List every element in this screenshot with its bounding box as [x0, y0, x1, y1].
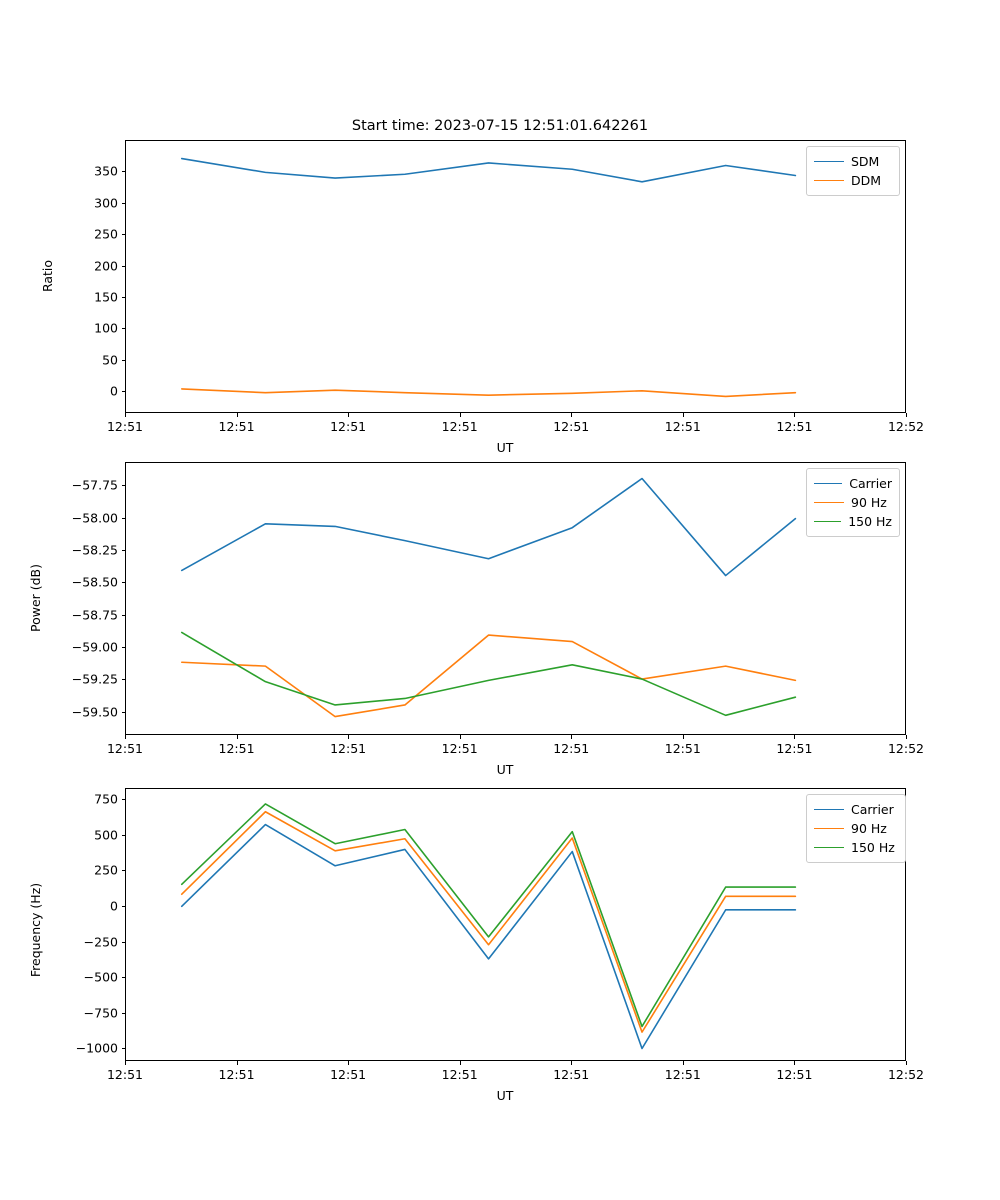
plot-area-power [126, 463, 907, 736]
x-tick-label: 12:51 [330, 741, 367, 756]
legend-power [806, 468, 900, 537]
y-tick-mark [122, 835, 126, 836]
x-tick-label: 12:51 [664, 419, 701, 434]
series-line [182, 159, 796, 182]
legend-swatch [814, 502, 844, 503]
y-tick-label: −750 [83, 1005, 118, 1021]
legend-label: Carrier [849, 476, 892, 491]
x-tick-label: 12:51 [218, 419, 255, 434]
y-tick-label: 150 [94, 289, 118, 305]
legend-label: 90 Hz [851, 495, 887, 510]
x-tick-mark [683, 1061, 684, 1065]
x-tick-mark [125, 1061, 126, 1065]
y-tick-label: −59.00 [71, 639, 118, 655]
y-tick-mark [122, 712, 126, 713]
y-tick-label: −58.50 [71, 574, 118, 590]
legend-swatch [814, 809, 844, 810]
y-tick-mark [122, 391, 126, 392]
y-tick-label: 350 [94, 163, 118, 179]
x-tick-label: 12:51 [553, 741, 590, 756]
y-tick-label: 250 [94, 226, 118, 242]
y-tick-label: −59.25 [71, 671, 118, 687]
x-tick-label: 12:51 [776, 741, 813, 756]
x-tick-label: 12:51 [330, 419, 367, 434]
x-tick-mark [683, 413, 684, 417]
legend-label: 150 Hz [848, 514, 892, 529]
plot-area-frequency [126, 789, 907, 1062]
y-tick-label: −58.00 [71, 510, 118, 526]
y-tick-mark [122, 203, 126, 204]
y-tick-mark [122, 799, 126, 800]
y-tick-mark [122, 615, 126, 616]
y-tick-mark [122, 550, 126, 551]
y-tick-mark [122, 1048, 126, 1049]
x-tick-label: 12:51 [553, 1067, 590, 1082]
x-tick-label: 12:51 [776, 419, 813, 434]
y-tick-mark [122, 485, 126, 486]
x-tick-mark [794, 413, 795, 417]
y-tick-label: −58.25 [71, 542, 118, 558]
y-tick-label: 0 [110, 898, 118, 914]
y-tick-label: 250 [94, 862, 118, 878]
x-tick-mark [571, 735, 572, 739]
legend-item [814, 512, 892, 531]
x-tick-label: 12:52 [887, 419, 925, 434]
x-tick-mark [348, 413, 349, 417]
x-tick-label: 12:51 [441, 741, 478, 756]
legend-item [814, 152, 892, 171]
x-tick-mark [794, 735, 795, 739]
y-axis-label-power: Power (dB) [28, 563, 43, 633]
y-tick-label: −58.75 [71, 607, 118, 623]
legend-swatch [814, 161, 844, 162]
x-tick-mark [125, 413, 126, 417]
x-tick-mark [906, 1061, 907, 1065]
legend-swatch [814, 483, 842, 484]
x-tick-mark [460, 735, 461, 739]
y-axis-label-ratio: Ratio [40, 259, 55, 293]
y-tick-label: 500 [94, 827, 118, 843]
x-tick-label: 12:51 [664, 1067, 701, 1082]
x-tick-label: 12:51 [441, 1067, 478, 1082]
y-tick-label: 100 [94, 320, 118, 336]
axes-power [125, 462, 906, 735]
x-tick-label: 12:51 [218, 741, 255, 756]
y-tick-mark [122, 266, 126, 267]
y-tick-label: 50 [102, 352, 118, 368]
y-tick-label: 0 [110, 383, 118, 399]
panel-ratio [0, 0, 1000, 455]
y-tick-label: −57.75 [71, 477, 118, 493]
axes-ratio [125, 140, 906, 413]
legend-item [814, 838, 898, 857]
y-tick-label: −500 [83, 969, 118, 985]
x-tick-label: 12:51 [106, 1067, 144, 1082]
panel-power [0, 440, 1000, 780]
legend-item [814, 800, 898, 819]
x-tick-label: 12:51 [330, 1067, 367, 1082]
y-tick-label: 200 [94, 258, 118, 274]
series-line [182, 635, 796, 717]
x-tick-label: 12:51 [776, 1067, 813, 1082]
x-tick-mark [906, 413, 907, 417]
x-tick-label: 12:52 [887, 1067, 925, 1082]
y-tick-label: −250 [83, 934, 118, 950]
x-tick-mark [125, 735, 126, 739]
axes-frequency [125, 788, 906, 1061]
y-tick-label: −59.50 [71, 704, 118, 720]
x-tick-mark [237, 1061, 238, 1065]
y-tick-mark [122, 870, 126, 871]
y-tick-mark [122, 942, 126, 943]
y-tick-mark [122, 518, 126, 519]
series-line [182, 389, 796, 397]
legend-ratio [806, 146, 900, 196]
x-tick-mark [571, 413, 572, 417]
y-tick-mark [122, 1013, 126, 1014]
y-axis-label-frequency: Frequency (Hz) [28, 882, 43, 978]
legend-item [814, 493, 892, 512]
legend-swatch [814, 521, 841, 522]
x-tick-mark [460, 1061, 461, 1065]
legend-item [814, 474, 892, 493]
x-tick-label: 12:51 [218, 1067, 255, 1082]
y-tick-mark [122, 234, 126, 235]
plot-area-ratio [126, 141, 907, 414]
legend-item [814, 171, 892, 190]
x-axis-label-ratio: UT [496, 440, 514, 455]
legend-swatch [814, 180, 844, 181]
x-tick-mark [348, 1061, 349, 1065]
y-tick-mark [122, 977, 126, 978]
x-tick-label: 12:52 [887, 741, 925, 756]
x-axis-label-frequency: UT [496, 1088, 514, 1103]
legend-swatch [814, 847, 844, 848]
legend-frequency [806, 794, 906, 863]
y-tick-label: 300 [94, 195, 118, 211]
y-tick-mark [122, 647, 126, 648]
legend-label: 90 Hz [851, 821, 887, 836]
series-line [182, 632, 796, 715]
x-tick-mark [683, 735, 684, 739]
x-tick-label: 12:51 [106, 741, 144, 756]
y-tick-mark [122, 171, 126, 172]
y-tick-mark [122, 906, 126, 907]
y-tick-mark [122, 328, 126, 329]
x-tick-mark [571, 1061, 572, 1065]
x-tick-mark [237, 735, 238, 739]
y-tick-mark [122, 679, 126, 680]
x-tick-label: 12:51 [664, 741, 701, 756]
y-tick-mark [122, 360, 126, 361]
legend-item [814, 819, 898, 838]
legend-label: 150 Hz [851, 840, 895, 855]
x-tick-mark [348, 735, 349, 739]
x-tick-mark [460, 413, 461, 417]
x-tick-mark [906, 735, 907, 739]
x-tick-mark [794, 1061, 795, 1065]
series-line [182, 804, 796, 1027]
figure-title: Start time: 2023-07-15 12:51:01.642261 [351, 118, 649, 134]
x-tick-label: 12:51 [106, 419, 144, 434]
y-tick-mark [122, 297, 126, 298]
series-line [182, 479, 796, 576]
x-axis-label-power: UT [496, 762, 514, 777]
legend-label: Carrier [851, 802, 894, 817]
panel-frequency [0, 770, 1000, 1130]
series-line [182, 812, 796, 1032]
x-tick-label: 12:51 [553, 419, 590, 434]
legend-label: DDM [851, 173, 882, 188]
x-tick-label: 12:51 [441, 419, 478, 434]
legend-swatch [814, 828, 844, 829]
y-tick-mark [122, 582, 126, 583]
legend-label: SDM [851, 154, 880, 169]
y-tick-label: −1000 [75, 1040, 118, 1056]
y-tick-label: 750 [94, 791, 118, 807]
x-tick-mark [237, 413, 238, 417]
